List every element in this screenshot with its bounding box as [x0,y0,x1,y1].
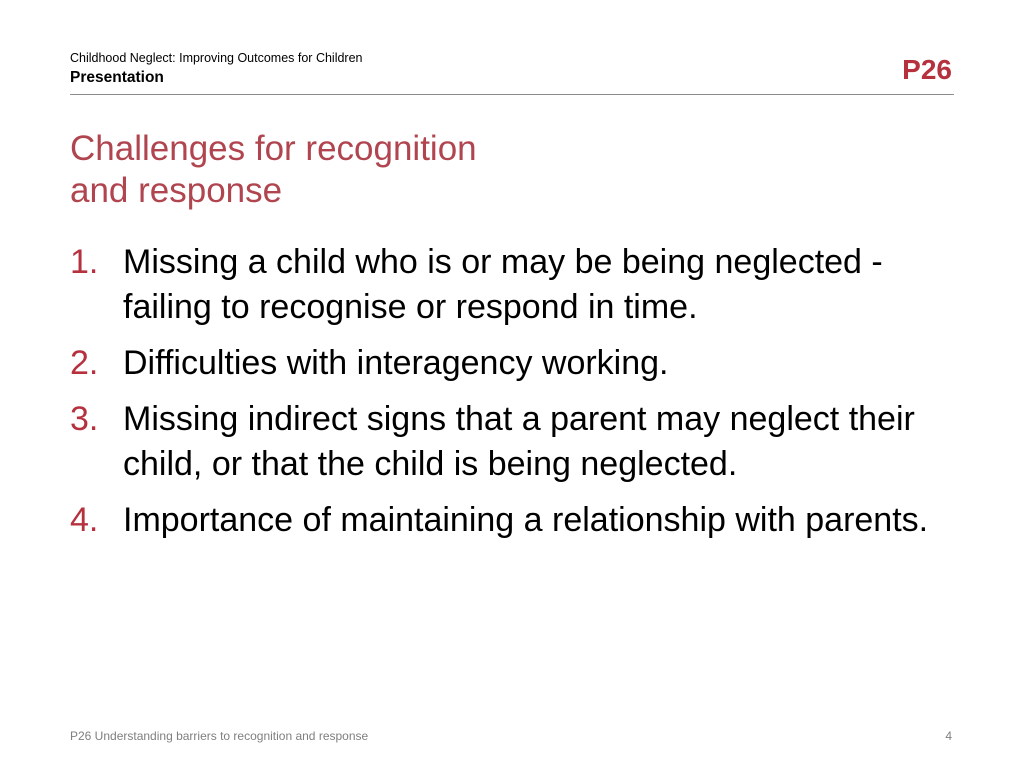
list-item-text: Difficulties with interagency working. [123,344,669,382]
list-item-text: Missing a child who is or may be being neglected - failing to recognise or respond in time. [123,243,883,326]
header-title: Presentation [70,69,164,86]
list-item-number: 4. [70,501,99,539]
slide-title [70,128,950,212]
list-item-text: Missing indirect signs that a parent may neglect their child, or that the child is being neglected. [123,400,915,483]
page-number: 4 [945,729,952,743]
list-item [70,498,950,543]
header-divider [70,94,954,95]
list-item-text: Importance of maintaining a relationship with parents. [123,501,929,539]
presentation-code: P26 [902,54,952,85]
challenges-list [70,240,950,554]
header-subtitle: Childhood Neglect: Improving Outcomes for Children [70,51,363,65]
list-item-number: 1. [70,243,99,281]
footer-caption: P26 Understanding barriers to recognition and response [70,729,369,743]
list-item [70,240,950,330]
list-item-number: 3. [70,400,99,438]
slide-title-line-1: Challenges for recognition [70,129,477,168]
list-item-number: 2. [70,344,99,382]
slide-title-line-2: and response [70,171,283,210]
list-item [70,341,950,386]
list-item [70,397,950,487]
